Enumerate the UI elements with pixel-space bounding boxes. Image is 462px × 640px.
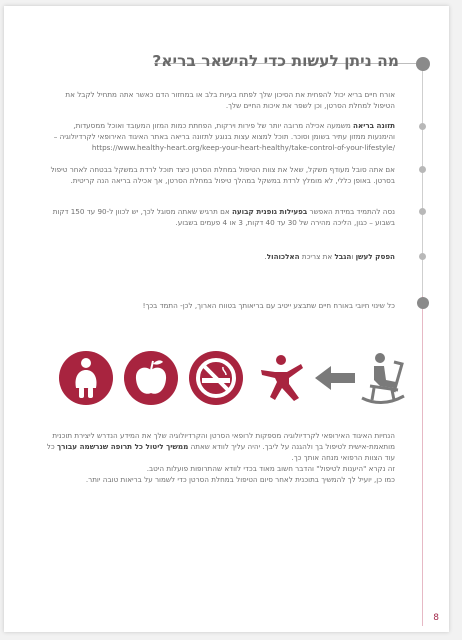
document-page: [4, 6, 449, 632]
guidelines-text-3: זה נקרא "היענות לטיפול" והדבר חשוב מאוד בכדי לוודא שהתרופות פועלות היטב.: [146, 464, 395, 473]
activity-pre: נסה להתמיד במידת האפשר: [307, 207, 395, 216]
guidelines-text-1: הנחיות האיגוד האירופאי לקרדיולוגיה מספקות לרופאי הסרטן והקרדיולוגיה שלך את המידע הנדרש ליצירת תוכנית מותאמת-אישית לטיפול בך ולהגנה על ליבך. יהיה עליך לוודא שאתה: [52, 431, 395, 451]
section-marker-dot: [417, 297, 429, 309]
activity-bold: בפעילות גופנית קבועה: [231, 207, 308, 216]
page-number: 8: [433, 613, 439, 623]
smoking-paragraph: [45, 251, 395, 262]
guidelines-bold: ממשיך ליטול כל תרופה שנרשמה עבורך: [56, 442, 189, 451]
apple-icon: [123, 350, 179, 406]
active-person-icon: [253, 350, 309, 406]
guidelines-text-2: כל עוד הצוות הרפואי מנחה אותך כך.: [46, 442, 395, 462]
arrow-left-icon: [313, 364, 357, 392]
smoking-text: ו: [351, 252, 356, 261]
nutrition-text: משמעה אכילה מרובה יותר של פירות וירקות, הפחתת כמות המזון המעובד ואוכל ממסעדות, והימנעות ממזון עתיר בשומן וסוכר. תוכל למצוא עצות בנוגע לתזונה בריאה באתר האיגוד האירופאי לקרדיולוגיה –: [53, 121, 395, 141]
lifestyle-icons-row: [58, 350, 408, 408]
activity-paragraph: [45, 206, 395, 228]
smoking-end: .: [264, 252, 267, 261]
stop-smoking-bold: הפסק לעשן: [355, 252, 395, 261]
weight-paragraph: אם אתה סובל מעודף משקל, שאל את צוות הטיפול במחלת הסרטן כיצד תוכל לרדת במשקל בבטחה לאחר טיפול בסרטן. באופן כללי, לא מומלץ לרדת במשקל במהלך טיפול במחלת הסרטן, אך אכילה בריאה הנה קריטית.: [50, 165, 395, 185]
guidelines-paragraph: [45, 430, 395, 485]
rocking-chair-icon: [358, 350, 408, 408]
nutrition-bold: תזונה בריאה: [353, 121, 395, 130]
bullet-dot: [419, 166, 426, 173]
nutrition-paragraph: [45, 120, 395, 153]
lifestyle-change-paragraph: כל שינוי חיובי באורח חיים שתבצע ייטיב עם בריאותך בטווח הארוך, לכן- התמד בכך!: [142, 301, 395, 310]
heart-link[interactable]: https://www.healthy-heart.org/keep-your-heart-healthy/take-control-of-your-lifestyle/: [91, 143, 395, 152]
activity-text: אם תרגיש שאתה מסוגל לכך, יש לכוון ל-90 עד 150 דקות בשבוע – כגון, הליכה מהירה של 30 עד 40 דקות, 3 או 4 פעמים בשבוע.: [52, 207, 395, 227]
guidelines-text-4: כמו כן, יועיל לך להמשיך בתוכנית לאחר סיום הטיפול במחלת הסרטן כדי לשמור על בריאות טובה יותר.: [85, 475, 395, 484]
intro-paragraph: אורח חיים בריא יכול להפחית את הסיכון שלך לפתח בעיות בלב או במחזור הדם כאשר אתה מתחיל לקבל את הטיפול למחלת הסרטן, וכן לשפר את איכות החיים שלך.: [65, 90, 395, 110]
bullet-dot: [419, 208, 426, 215]
smoking-text-2: את צריכת: [299, 252, 335, 261]
bullet-dot: [419, 253, 426, 260]
alcohol-bold: האלכוהול: [266, 252, 300, 261]
timeline-rail-accent: [422, 296, 423, 626]
bullet-dot: [419, 123, 426, 130]
page-title: מה ניתן לעשות כדי להישאר בריא?: [152, 52, 399, 70]
limit-bold: הגבל: [334, 252, 352, 261]
body-weight-icon: [58, 350, 114, 406]
no-smoking-icon: [188, 350, 244, 406]
title-marker-dot: [416, 57, 430, 71]
